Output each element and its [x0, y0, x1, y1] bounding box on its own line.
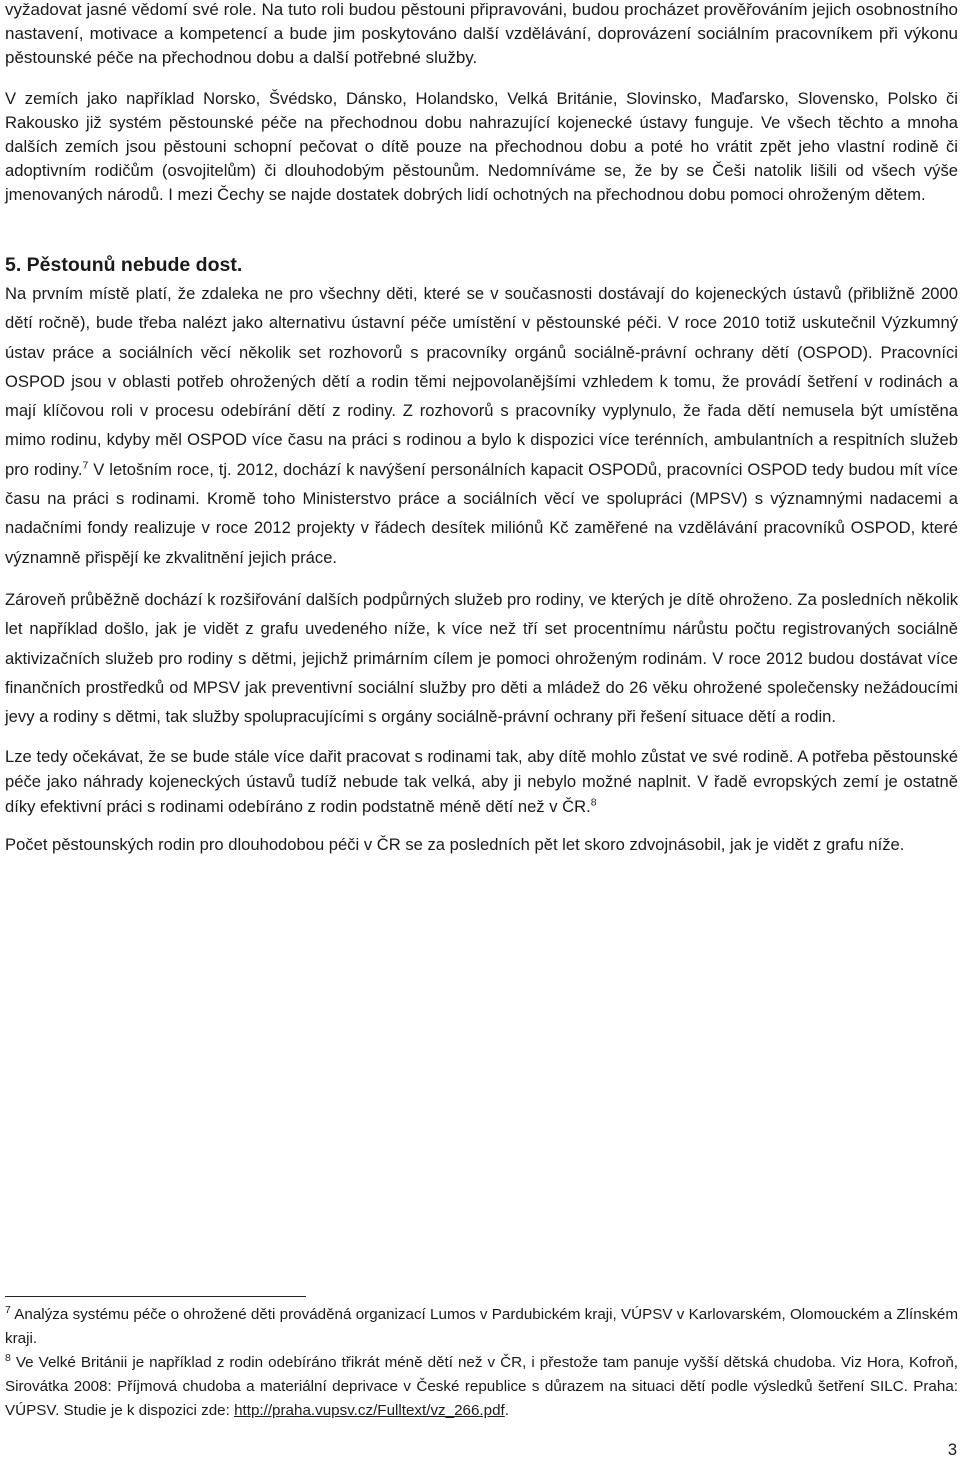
paragraph-foster-count: Počet pěstounských rodin pro dlouhodobou péči v ČR se za posledních pět let skoro zdvojnásobil, jak je vidět z grafu níže.	[5, 835, 905, 855]
intro-paragraph	[5, 0, 958, 70]
intro-start: vyžadovat jasné vědomí své role.	[5, 0, 257, 19]
intro-rest: Na tuto roli budou pěstouni připravováni, budou procházet prověřováním jejich osobnostního nastavení, motivace a kompetencí a bude jim poskytováno další vzdělávání, doprovázení sociálním pracovníkem při výkonu pěstounské péče na přechodnou dobu a další potřebné služby.	[5, 0, 958, 67]
footnote-mark-7: 7	[5, 1303, 11, 1316]
footnote-mark-8: 8	[5, 1351, 11, 1364]
page-number: 3	[947, 1441, 957, 1459]
footnote-8	[5, 1351, 958, 1423]
document-page	[5, 0, 958, 857]
footnote-7	[5, 1303, 958, 1351]
footnote-separator	[5, 1296, 306, 1297]
footnote-7-text: Analýza systému péče o ohrožené děti prováděná organizací Lumos v Pardubickém kraji, VÚPSV v Karlovarském, Olomouckém a Zlínském kraji.	[5, 1306, 958, 1347]
paragraph-ospod-part1: Na prvním místě platí, že zdaleka ne pro všechny děti, které se v současnosti dostávají do kojeneckých ústavů (přibližně 2000 dětí ročně), bude třeba nalézt jako alternativu ústavní péče umístění v pěstounské péči. V roce 2010 totiž uskutečnil Výzkumný ústav práce a sociálních věcí několik set rozhovorů s pracovníky orgánů sociálně-právní ochrany dětí (OSPOD). Pracovníci OSPOD jsou v oblasti potřeb ohrožených dětí a rodin těmi nejpovolanějšími vzhledem k tomu, že provádí šetření v rodinách a mají klíčovou roli v procesu odebírání dětí z rodiny. Z rozhovorů s pracovníky vyplynulo, že řada dětí nemusela být umístěna mimo rodinu, kdyby měl OSPOD více času na práci s rodinou a bylo k dispozici více terénních, ambulantních a respitních služeb pro rodiny.	[5, 284, 958, 479]
paragraph-ospod-part2: V letošním roce, tj. 2012, dochází k navýšení personálních kapacit OSPODů, pracovníci OSPOD tedy budou mít více času na práci s rodinami. Kromě toho Ministerstvo práce a sociálních věcí ve spolupráci (MPSV) s významnými nadacemi a nadačními fondy realizuje v roce 2012 projekty v řádech desítek miliónů Kč zaměřené na vzdělávání pracovníků OSPOD, které významně přispějí ke zkvalitnění jejich práce.	[5, 459, 958, 567]
paragraph-services: Zároveň průběžně dochází k rozšiřování dalších podpůrných služeb pro rodiny, ve kterých je dítě ohroženo. Za posledních několik let například došlo, jak je vidět z grafu uvedeného níže, k více než tří set procentnímu nárůstu počtu registrovaných sociálně aktivizačních služeb pro rodiny s dětmi, jejichž primárním cílem je pomoci ohroženým rodinám. V roce 2012 budou dostávat více finančních prostředků od MPSV jak preventivní sociální služby pro děti a mládež do 26 věku ohrožené společensky nežádoucími jevy a rodiny s dětmi, tak služby spolupracujícími s orgány sociálně-právní ochrany při řešení situace dětí a rodin.	[5, 589, 958, 727]
paragraph-ospod	[5, 279, 958, 572]
footnotes	[5, 1303, 958, 1423]
footnote-8-text: Ve Velké Británii je například z rodin odebíráno třikrát méně dětí než v ČR, i přestože tam panuje vyšší dětská chudoba. Viz Hora, Kofroň, Sirovátka 2008: Příjmová chudoba a materiální deprivace v České republice s důrazem na situaci dětí podle výsledků šetření SILC. Praha: VÚPSV. Studie je k dispozici zde:	[5, 1354, 958, 1419]
footnote-8-link[interactable]: http://praha.vupsv.cz/Fulltext/vz_266.pdf	[234, 1402, 505, 1419]
paragraph-countries: V zemích jako například Norsko, Švédsko, Dánsko, Holandsko, Velká Británie, Slovinsko, Maďarsko, Slovensko, Polsko či Rakousko již systém pěstounské péče na přechodnou dobu nahrazující kojenecké ústavy funguje. Ve všech těchto a mnoha dalších zemích jsou pěstouni schopní pečovat o dítě pouze na přechodnou dobu a poté ho vrátit zpět jeho vlastní rodině či adoptivním rodičům (osvojitelům) či dlouhodobým pěstounům. Nedomníváme se, že by se Češi natolik lišili od všech výše jmenovaných národů. I mezi Čechy se najde dostatek dobrých lidí ochotných na přechodnou dobu pomoci ohroženým dětem.	[5, 89, 958, 204]
section-heading: 5. Pěstounů nebude dost.	[5, 254, 243, 276]
footnote-8-end: .	[504, 1402, 510, 1419]
paragraph-expectation-text: Lze tedy očekávat, že se bude stále více dařit pracovat s rodinami tak, aby dítě mohlo zůstat ve své rodině. A potřeba pěstounské péče jako náhrady kojeneckých ústavů tudíž nebude tak velká, aby ji nebylo možné naplnit. V řadě evropských zemí je ostatně díky efektivní práci s rodinami odebíráno z rodin podstatně méně dětí než v ČR.	[5, 747, 958, 817]
footnote-ref-8[interactable]: 8	[590, 796, 597, 809]
footnote-ref-7[interactable]: 7	[82, 459, 89, 472]
paragraph-expectation	[5, 744, 958, 819]
